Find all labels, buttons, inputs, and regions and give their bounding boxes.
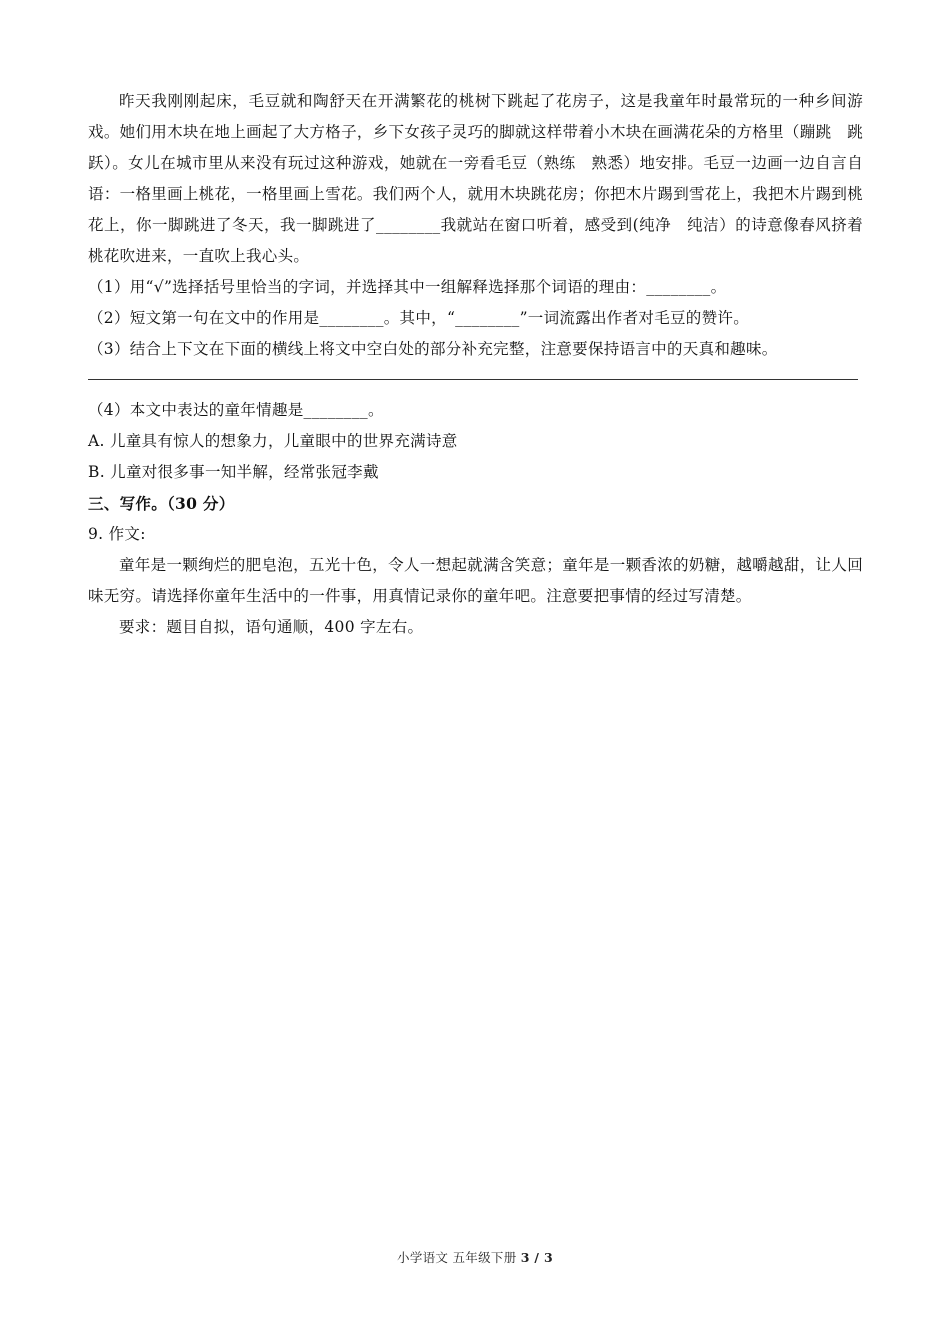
reading-passage: 昨天我刚刚起床，毛豆就和陶舒天在开满繁花的桃树下跳起了花房子，这是我童年时最常玩的一种乡间游戏。她们用木块在地上画起了大方格子，乡下女孩子灵巧的脚就这样带着小木块在画满花朵的方格里（蹦跳 跳跃）。女儿在城市里从来没有玩过这种游戏，她就在一旁看毛豆（熟练 熟悉）地安排。毛豆一边画一边自言自语：一格里画上桃花，一格里画上雪花。我们两个人，就用木块跳花房；你把木片踢到雪花上，我把木片踢到桃花上，你一脚跳进了冬天，我一脚跳进了________我就站在窗口听着，感受到(纯净 纯洁）的诗意像春风挤着桃花吹进来，一直吹上我心头。	[88, 92, 863, 265]
question-4-option-b: B. 儿童对很多事一知半解，经常张冠李戴	[88, 463, 379, 481]
question-1: （1）用“√”选择括号里恰当的字词，并选择其中一组解释选择那个词语的理由：________。	[88, 278, 727, 296]
question-4-option-a: A. 儿童具有惊人的想象力，儿童眼中的世界充满诗意	[88, 432, 458, 450]
footer-subject: 小学语文 五年级下册	[397, 1250, 521, 1265]
question-4: （4）本文中表达的童年情趣是________。	[88, 401, 384, 419]
page-footer	[0, 1248, 950, 1266]
page-content	[88, 86, 863, 643]
question-3: （3）结合上下文在下面的横线上将文中空白处的部分补充完整，注意要保持语言中的天真和趣味。	[88, 340, 778, 358]
essay-item-label: 9. 作文:	[88, 525, 146, 543]
page-number: 3 / 3	[520, 1250, 553, 1265]
section-heading-writing: 三、写作。（30 分）	[88, 494, 235, 513]
essay-requirement: 要求：题目自拟，语句通顺，400 字左右。	[119, 618, 424, 636]
essay-prompt: 童年是一颗绚烂的肥皂泡，五光十色，令人一想起就满含笑意；童年是一颗香浓的奶糖，越嚼越甜，让人回味无穷。请选择你童年生活中的一件事，用真情记录你的童年吧。注意要把事情的经过写清楚。	[88, 556, 863, 605]
answer-blank-line[interactable]	[88, 379, 858, 380]
question-2: （2）短文第一句在文中的作用是________。其中，“________”一词流露出作者对毛豆的赞许。	[88, 309, 750, 327]
